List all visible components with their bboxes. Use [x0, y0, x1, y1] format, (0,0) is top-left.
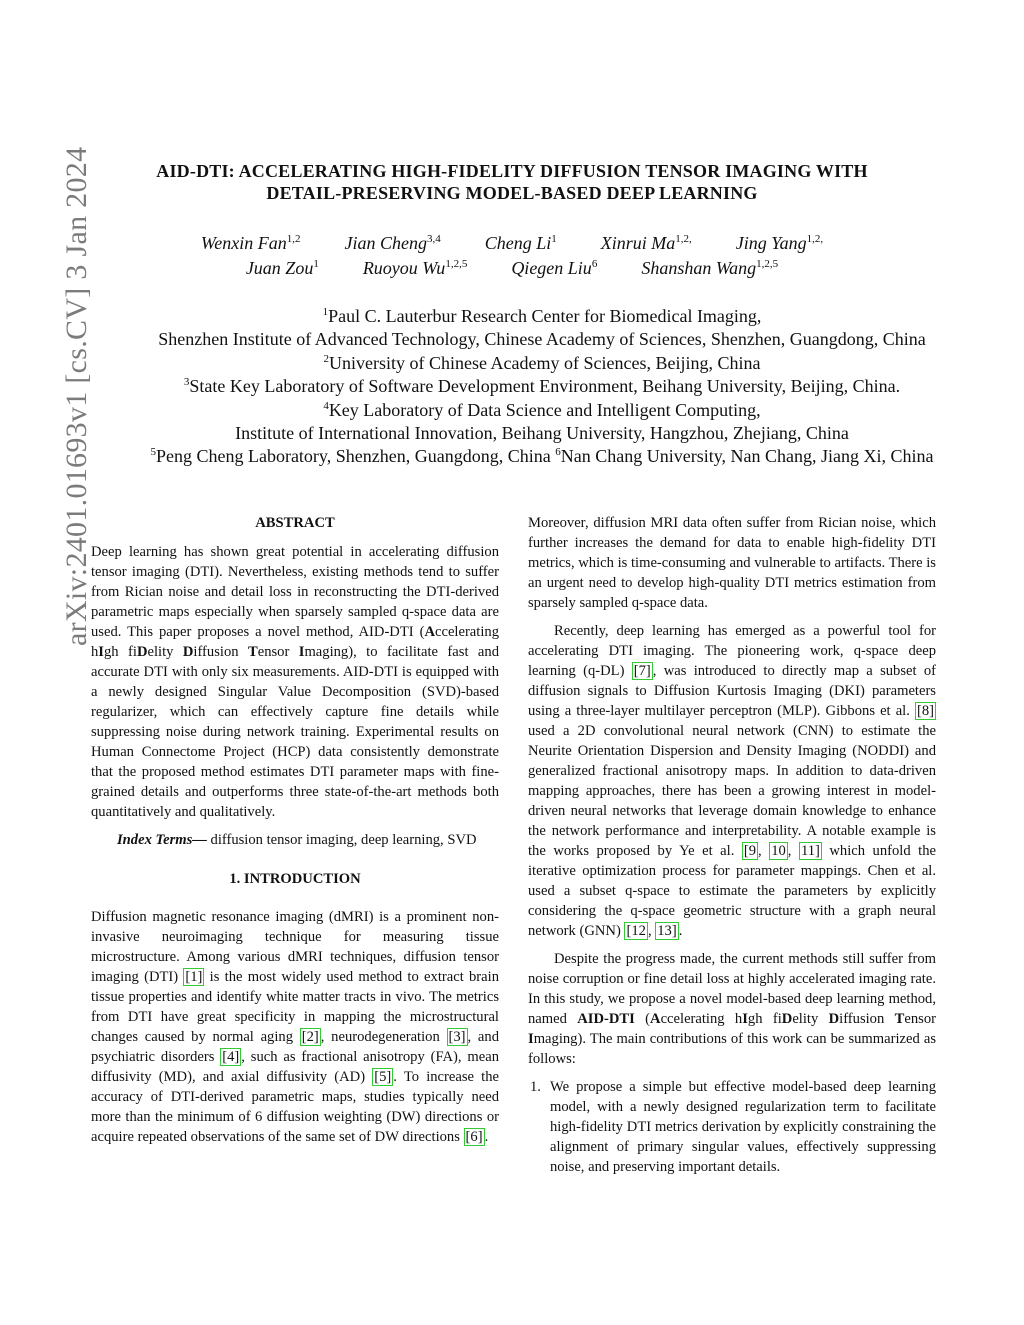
right-paragraph-3: Despite the progress made, the current methods still suffer from noise corruption or fine detail loss at highly accelerated imaging rate. In this study, we propose a novel model-based deep learning method, named AID-DTI (Accelerating hIgh fiDelity Diffusion Tensor Imaging). The main contributions of this work can be summarized as follows:: [528, 951, 936, 1067]
author: Xinrui $Ma^{1,2,}$: [600, 233, 692, 253]
introduction-heading: 1. INTRODUCTION: [229, 871, 361, 887]
author: Jian Cheng$^{3,4}$: [344, 233, 441, 253]
author: Qiegen Liu$^6$: [511, 258, 598, 278]
abstract-heading: ABSTRACT: [255, 515, 335, 531]
paper-title: [100, 160, 924, 204]
index-terms: Index Terms— diffusion tensor imaging, deep learning, SVD: [117, 832, 477, 848]
contribution-list: [528, 1077, 936, 1177]
arxiv-identifier[interactable]: arXiv:2401.01693v1 [cs.CV] 3 Jan 2024: [60, 146, 93, 646]
affiliation-2: $^2$University of Chinese Academy of Sciences, Beijing, China: [323, 352, 761, 373]
affiliation-1-line-2: Shenzhen Institute of Advanced Technology, Chinese Academy of Sciences, Shenzhen, Guangdong, China: [158, 329, 926, 350]
affiliation-3: $^3$State Key Laboratory of Software Development Environment, Beihang University, Beijing, China.: [183, 376, 901, 397]
citation-link[interactable]: [8]: [916, 703, 934, 719]
citation-link[interactable]: 13]: [657, 923, 677, 939]
citation-link[interactable]: [6]: [465, 1129, 483, 1145]
citation-link[interactable]: 10: [771, 843, 786, 859]
right-column: [528, 513, 936, 1177]
author: Juan Zou$^1$: [245, 258, 319, 278]
title-line-1: AID-DTI: ACCELERATING HIGH-FIDELITY DIFFUSION TENSOR IMAGING WITH: [156, 161, 868, 181]
citation-link[interactable]: [3]: [448, 1029, 466, 1045]
citation-link[interactable]: [2]: [301, 1029, 319, 1045]
author: Jing Yang$^{1,2,}$: [735, 233, 824, 253]
author-row-1: [0, 233, 1024, 254]
author: Cheng Li$^1$: [484, 233, 557, 253]
affiliation-1-line-1: $^1$Paul C. Lauterbur Research Center for Biomedical Imaging,: [322, 306, 762, 326]
author-row-2: [0, 258, 1024, 279]
right-paragraph-1: Moreover, diffusion MRI data often suffer from Rician noise, which further increases the demand for data to enable high-fidelity DTI metrics, which is time-consuming and vulnerable to artifacts. There is an urgent need to develop high-quality DTI metrics estimation from sparsely sampled q-space data.: [528, 515, 936, 611]
citation-link[interactable]: 11]: [800, 843, 820, 859]
citation-link[interactable]: [1]: [185, 969, 203, 985]
citation-link[interactable]: [4]: [222, 1049, 240, 1065]
author: Shanshan Wang$^{1,2,5}$: [641, 258, 779, 278]
affiliation-4-line-2: Institute of International Innovation, Beihang University, Hangzhou, Zhejiang, China: [235, 423, 849, 444]
left-column: [91, 513, 499, 1147]
author: Ruoyou Wu$^{1,2,5}$: [362, 258, 468, 278]
abstract-text: Deep learning has shown great potential in accelerating diffusion tensor imaging (DTI). Nevertheless, existing methods tend to suffer from Rician noise and detail loss in reconstructing the DTI-derived parametric maps especially when sparsely sampled q-space data are used. This paper proposes a novel method, AID-DTI (Accelerating hIgh fiDelity Diffusion Tensor Imaging), to facilitate fast and accurate DTI with only six measurements. AID-DTI is equipped with a newly designed Singular Value Decomposition (SVD)-based regularizer, which can effectively capture fine details while suppressing noise during network training. Experimental results on Human Connectome Project (HCP) data consistently demonstrate that the proposed method estimates DTI parameter maps with fine-grained details and outperforms three state-of-the-art methods both quantitatively and qualitatively.: [91, 544, 499, 820]
introduction-paragraph: Diffusion magnetic resonance imaging (dMRI) is a prominent non-invasive neuroimaging technique for measuring tissue microstructure. Among various dMRI techniques, diffusion tensor imaging (DTI) [1] is the most widely used method to extract brain tissue properties and identify white matter tracts in vivo. The metrics from DTI have great specificity in mapping the microstructural changes caused by normal aging [2] , neurodegeneration [3] , and psychiatric disorders [4] , such as fractional anisotropy (FA), mean diffusivity (MD), and axial diffusivity (AD) [5] . To increase the accuracy of DTI-derived parametric maps, studies typically need more than the minimum of 6 diffusion weighting (DW) directions or acquire repeated observations of the same set of DW directions [6] .: [91, 909, 499, 1145]
citation-link[interactable]: [5]: [374, 1069, 392, 1085]
author: Wenxin Fan$^{1,2}$: [200, 233, 301, 253]
citation-link[interactable]: [9: [743, 843, 757, 859]
right-paragraph-2: Recently, deep learning has emerged as a powerful tool for accelerating DTI imaging. The pioneering work, q-space deep learning (q-DL) [7] , was introduced to directly map a subset of diffusion signals to Diffusion Kurtosis Imaging (DKI) parameters using a three-layer multilayer perceptron (MLP). Gibbons et al. [8] used a 2D convolutional neural network (CNN) to estimate the Neurite Orientation Dispersion and Density Imaging (NODDI) and generalized fractional anisotropy maps. In addition to data-driven mapping approaches, there has been a growing interest in model-driven neural networks that leverage domain knowledge to enhance the network performance and interpretability. A notable example is the works proposed by Ye et al. [9 , 10 , 11] which unfold the iterative optimization process for parameter mappings. Chen et al. used a subset q-space to estimate the parameters by explicitly considering the q-space geometric structure with a graph neural network (GNN) [12 , 13] .: [528, 623, 936, 939]
title-line-2: DETAIL-PRESERVING MODEL-BASED DEEP LEARNING: [266, 183, 758, 203]
affiliation-5-6: $^5$Peng Cheng Laboratory, Shenzhen, Guangdong, China $^6$Nan Chang University, Nan Chang, Jiang Xi, China: [150, 446, 934, 467]
affiliation-4-line-1: $^4$Key Laboratory of Data Science and Intelligent Computing,: [323, 399, 761, 420]
list-item: 1. We propose a simple but effective model-based deep learning model, with a newly designed regularization term to facilitate high-fidelity DTI metrics derivation by explicitly constraining the alignment of primary singular values, effectively suppressing noise, and preserving important details.: [530, 1079, 936, 1175]
citation-link[interactable]: [12: [626, 923, 646, 939]
affiliation-list: [60, 305, 1024, 469]
citation-link[interactable]: [7]: [633, 663, 651, 679]
